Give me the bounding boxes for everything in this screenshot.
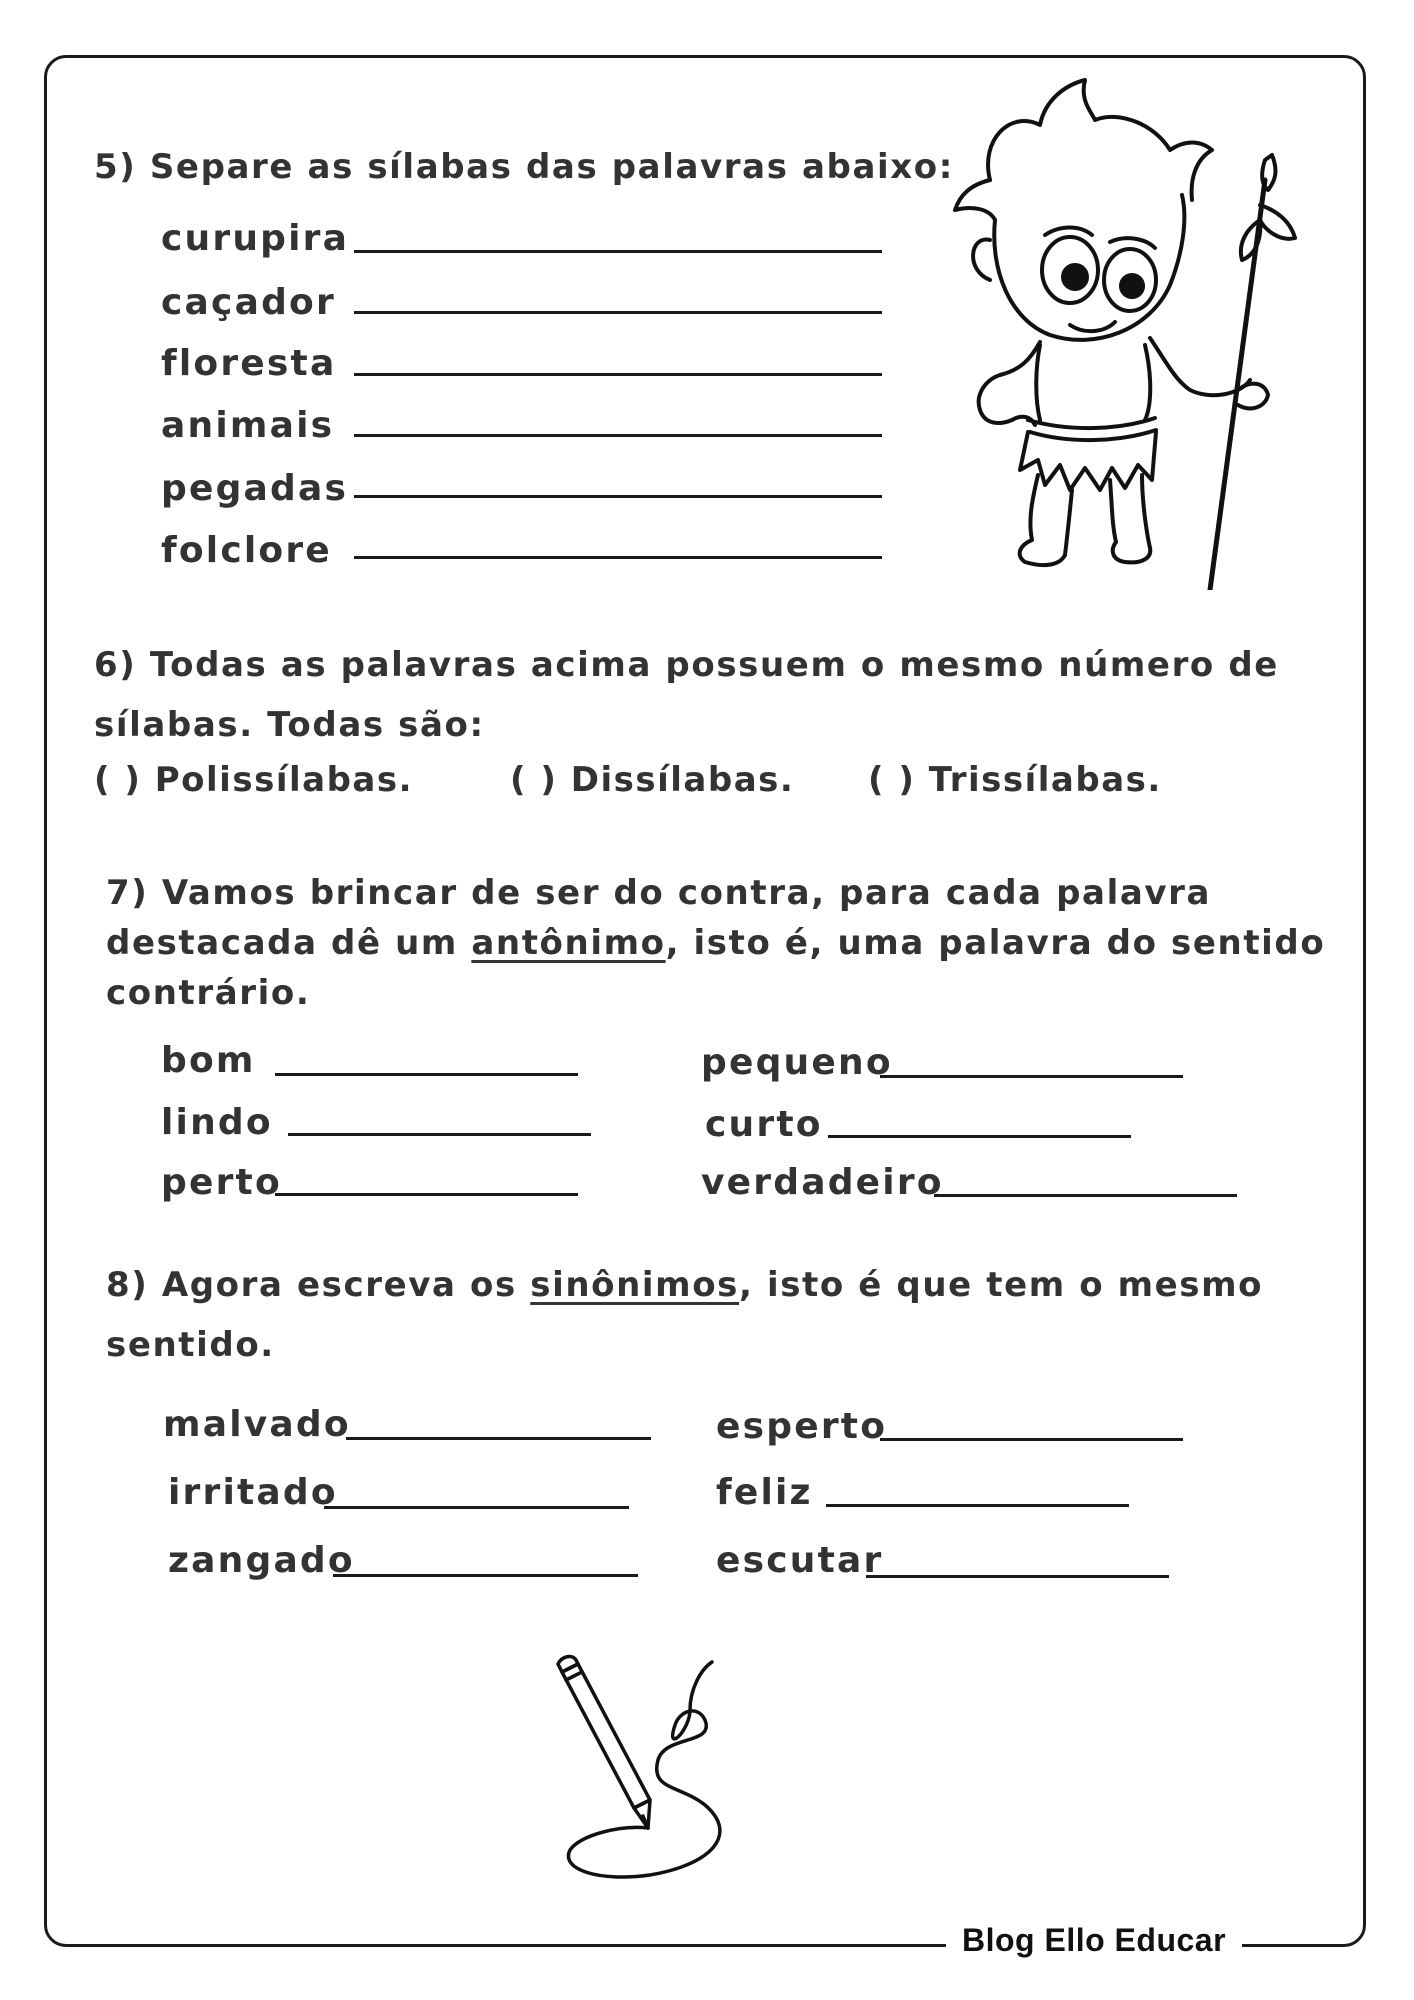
q8-word-feliz: feliz	[716, 1472, 813, 1513]
q5-word-folclore: folclore	[161, 530, 332, 571]
q7-word-lindo: lindo	[161, 1102, 273, 1143]
q5-answer-line-6[interactable]	[354, 556, 882, 559]
q5-answer-line-5[interactable]	[354, 495, 882, 498]
q7-answer-line-curto[interactable]	[828, 1135, 1131, 1138]
q7-word-pequeno: pequeno	[701, 1042, 893, 1083]
q8-answer-line-irritado[interactable]	[324, 1506, 629, 1509]
q7-answer-line-bom[interactable]	[275, 1073, 578, 1076]
q7-answer-line-pequeno[interactable]	[880, 1075, 1183, 1078]
q7-word-verdadeiro: verdadeiro	[701, 1162, 944, 1203]
q8-word-zangado: zangado	[168, 1540, 355, 1581]
q5-answer-line-2[interactable]	[354, 311, 882, 314]
q8-answer-line-esperto[interactable]	[880, 1438, 1183, 1441]
q8-word-malvado: malvado	[163, 1404, 351, 1445]
q5-word-animais: animais	[161, 405, 335, 446]
q5-word-curupira: curupira	[161, 218, 350, 259]
q7-prompt-line3: contrário.	[106, 973, 311, 1013]
q6-option-dissilabas[interactable]: ( ) Dissílabas.	[510, 760, 795, 800]
q5-prompt: 5) Separe as sílabas das palavras abaixo:	[94, 147, 954, 187]
curupira-illustration	[920, 70, 1340, 590]
footer-brand-label: Blog Ello Educar	[946, 1922, 1242, 1959]
q8-word-escutar: escutar	[716, 1540, 884, 1581]
q7-line2-pre: destacada dê um	[106, 923, 472, 963]
q7-antonimo: antônimo	[471, 923, 666, 963]
q8-answer-line-escutar[interactable]	[866, 1575, 1169, 1578]
q8-prompt-line2: sentido.	[106, 1325, 275, 1365]
q7-answer-line-verdadeiro[interactable]	[934, 1194, 1237, 1197]
q7-word-bom: bom	[161, 1040, 256, 1081]
q8-line1-pre: 8) Agora escreva os	[106, 1265, 531, 1305]
q8-prompt-line1	[106, 1260, 1263, 1311]
q8-word-esperto: esperto	[716, 1406, 888, 1447]
q7-prompt-line2	[106, 918, 1325, 969]
q7-line2-post: , isto é, uma palavra do sentido	[665, 923, 1326, 963]
q6-prompt-line2: sílabas. Todas são:	[94, 705, 485, 745]
q8-word-irritado: irritado	[168, 1472, 338, 1513]
q7-prompt-line1: 7) Vamos brincar de ser do contra, para cada palavra	[106, 873, 1212, 913]
pencil-scribble-illustration	[540, 1650, 760, 1890]
q5-word-floresta: floresta	[161, 343, 337, 384]
q8-answer-line-zangado[interactable]	[333, 1574, 638, 1577]
q7-answer-line-lindo[interactable]	[288, 1133, 591, 1136]
q6-option-polissilabas[interactable]: ( ) Polissílabas.	[94, 760, 413, 800]
q5-answer-line-1[interactable]	[354, 250, 882, 253]
q8-line1-post: , isto é que tem o mesmo	[739, 1265, 1264, 1305]
q5-answer-line-3[interactable]	[354, 373, 882, 376]
q5-answer-line-4[interactable]	[354, 434, 882, 437]
q7-word-perto: perto	[161, 1162, 282, 1203]
q8-answer-line-feliz[interactable]	[826, 1504, 1129, 1507]
q7-word-curto: curto	[705, 1104, 823, 1145]
q5-word-cacador: caçador	[161, 282, 336, 323]
q8-sinonimos: sinônimos	[530, 1265, 739, 1305]
q8-answer-line-malvado[interactable]	[346, 1437, 651, 1440]
q7-answer-line-perto[interactable]	[275, 1193, 578, 1196]
q6-prompt-line1: 6) Todas as palavras acima possuem o mesmo número de	[94, 645, 1279, 685]
q6-option-trissilabas[interactable]: ( ) Trissílabas.	[868, 760, 1162, 800]
q5-word-pegadas: pegadas	[161, 468, 349, 509]
